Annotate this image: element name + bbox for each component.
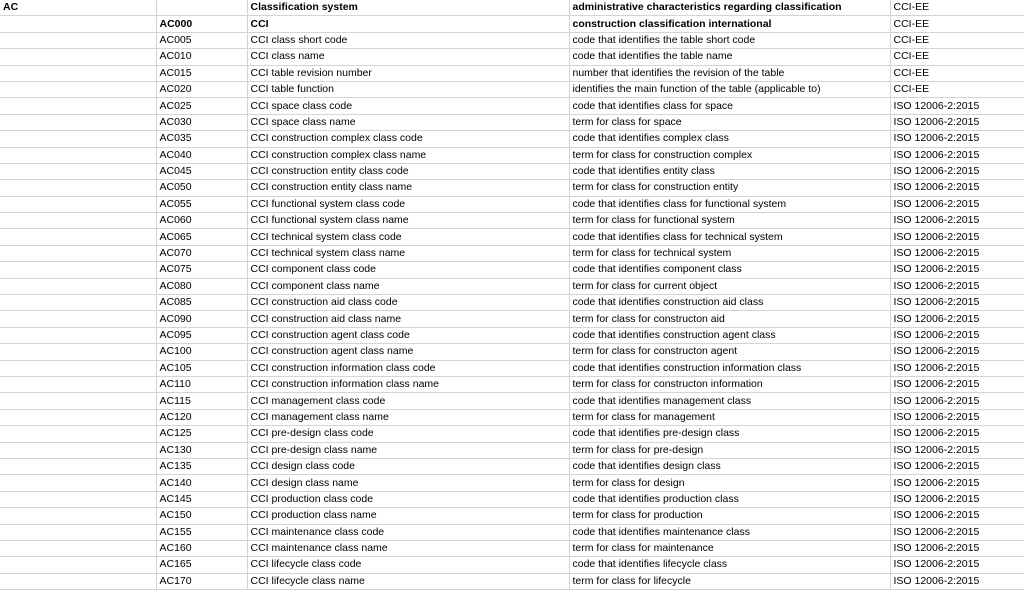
- name-cell[interactable]: CCI construction information class name: [247, 376, 569, 392]
- description-cell[interactable]: code that identifies the table name: [569, 49, 890, 65]
- table-row: [0, 376, 1024, 392]
- table-row: [0, 475, 1024, 491]
- name-cell[interactable]: CCI maintenance class name: [247, 540, 569, 556]
- table-row: [0, 491, 1024, 507]
- description-cell[interactable]: code that identifies the table short code: [569, 32, 890, 48]
- name-cell[interactable]: CCI production class code: [247, 491, 569, 507]
- name-cell[interactable]: CCI construction information class code: [247, 360, 569, 376]
- source-cell[interactable]: ISO 12006-2:2015: [890, 98, 1024, 114]
- description-cell[interactable]: identifies the main function of the table (applicable to): [569, 81, 890, 97]
- header-row: [0, 0, 1024, 16]
- empty-cell[interactable]: [0, 278, 156, 294]
- empty-cell[interactable]: [0, 409, 156, 425]
- name-cell[interactable]: CCI management class code: [247, 393, 569, 409]
- table-row: [0, 278, 1024, 294]
- name-cell[interactable]: CCI production class name: [247, 508, 569, 524]
- name-cell[interactable]: CCI component class code: [247, 262, 569, 278]
- table-row: [0, 163, 1024, 179]
- empty-cell[interactable]: [0, 65, 156, 81]
- header-cell-empty[interactable]: [156, 0, 247, 16]
- source-cell[interactable]: ISO 12006-2:2015: [890, 458, 1024, 474]
- code-cell[interactable]: AC115: [156, 393, 247, 409]
- source-cell[interactable]: ISO 12006-2:2015: [890, 180, 1024, 196]
- name-cell[interactable]: CCI management class name: [247, 409, 569, 425]
- empty-cell[interactable]: [0, 458, 156, 474]
- table-row: [0, 114, 1024, 130]
- empty-cell[interactable]: [0, 32, 156, 48]
- source-cell[interactable]: ISO 12006-2:2015: [890, 245, 1024, 261]
- description-cell[interactable]: code that identifies pre-design class: [569, 426, 890, 442]
- empty-cell[interactable]: [0, 442, 156, 458]
- table-row: [0, 81, 1024, 97]
- table-row: [0, 65, 1024, 81]
- empty-cell[interactable]: [0, 131, 156, 147]
- empty-cell[interactable]: [0, 393, 156, 409]
- name-cell[interactable]: CCI table function: [247, 81, 569, 97]
- code-cell[interactable]: AC100: [156, 344, 247, 360]
- source-cell[interactable]: ISO 12006-2:2015: [890, 524, 1024, 540]
- source-cell[interactable]: ISO 12006-2:2015: [890, 376, 1024, 392]
- source-cell[interactable]: ISO 12006-2:2015: [890, 196, 1024, 212]
- description-cell[interactable]: code that identifies component class: [569, 262, 890, 278]
- table-row: [0, 409, 1024, 425]
- source-cell[interactable]: ISO 12006-2:2015: [890, 213, 1024, 229]
- description-cell[interactable]: code that identifies construction aid class: [569, 295, 890, 311]
- code-cell[interactable]: AC085: [156, 295, 247, 311]
- table-row: [0, 262, 1024, 278]
- source-cell[interactable]: ISO 12006-2:2015: [890, 426, 1024, 442]
- description-cell[interactable]: code that identifies production class: [569, 491, 890, 507]
- empty-cell[interactable]: [0, 426, 156, 442]
- code-cell[interactable]: AC030: [156, 114, 247, 130]
- name-cell[interactable]: CCI space class code: [247, 98, 569, 114]
- table-row: [0, 295, 1024, 311]
- empty-cell[interactable]: [0, 491, 156, 507]
- source-cell[interactable]: ISO 12006-2:2015: [890, 557, 1024, 573]
- empty-cell[interactable]: [0, 213, 156, 229]
- name-cell[interactable]: CCI construction agent class code: [247, 327, 569, 343]
- description-cell[interactable]: term for class for functional system: [569, 213, 890, 229]
- table-row: [0, 360, 1024, 376]
- name-cell[interactable]: CCI: [247, 16, 569, 32]
- empty-cell[interactable]: [0, 344, 156, 360]
- source-cell[interactable]: ISO 12006-2:2015: [890, 278, 1024, 294]
- source-cell[interactable]: ISO 12006-2:2015: [890, 163, 1024, 179]
- source-cell[interactable]: ISO 12006-2:2015: [890, 360, 1024, 376]
- name-cell[interactable]: CCI maintenance class code: [247, 524, 569, 540]
- source-cell[interactable]: ISO 12006-2:2015: [890, 344, 1024, 360]
- name-cell[interactable]: CCI class short code: [247, 32, 569, 48]
- description-cell[interactable]: code that identifies design class: [569, 458, 890, 474]
- name-cell[interactable]: CCI class name: [247, 49, 569, 65]
- empty-cell[interactable]: [0, 540, 156, 556]
- table-row: [0, 557, 1024, 573]
- name-cell[interactable]: CCI technical system class name: [247, 245, 569, 261]
- table-row: [0, 540, 1024, 556]
- description-cell[interactable]: code that identifies lifecycle class: [569, 557, 890, 573]
- empty-cell[interactable]: [0, 327, 156, 343]
- empty-cell[interactable]: [0, 147, 156, 163]
- empty-cell[interactable]: [0, 475, 156, 491]
- code-cell[interactable]: AC130: [156, 442, 247, 458]
- description-cell[interactable]: term for class for construction entity: [569, 180, 890, 196]
- table-row: [0, 573, 1024, 589]
- name-cell[interactable]: CCI design class code: [247, 458, 569, 474]
- name-cell[interactable]: CCI component class name: [247, 278, 569, 294]
- code-cell[interactable]: AC160: [156, 540, 247, 556]
- description-cell[interactable]: code that identifies entity class: [569, 163, 890, 179]
- empty-cell[interactable]: [0, 376, 156, 392]
- code-cell[interactable]: AC065: [156, 229, 247, 245]
- table-row: [0, 98, 1024, 114]
- source-cell[interactable]: CCI-EE: [890, 32, 1024, 48]
- source-cell[interactable]: ISO 12006-2:2015: [890, 229, 1024, 245]
- empty-cell[interactable]: [0, 98, 156, 114]
- source-cell[interactable]: ISO 12006-2:2015: [890, 147, 1024, 163]
- code-cell[interactable]: AC105: [156, 360, 247, 376]
- code-cell[interactable]: AC110: [156, 376, 247, 392]
- description-cell[interactable]: term for class for design: [569, 475, 890, 491]
- name-cell[interactable]: CCI space class name: [247, 114, 569, 130]
- name-cell[interactable]: CCI lifecycle class name: [247, 573, 569, 589]
- code-cell[interactable]: AC000: [156, 16, 247, 32]
- empty-cell[interactable]: [0, 196, 156, 212]
- name-cell[interactable]: CCI construction aid class code: [247, 295, 569, 311]
- description-cell[interactable]: code that identifies class for space: [569, 98, 890, 114]
- empty-cell[interactable]: [0, 49, 156, 65]
- source-cell[interactable]: CCI-EE: [890, 81, 1024, 97]
- name-cell[interactable]: CCI construction complex class name: [247, 147, 569, 163]
- description-cell[interactable]: construction classification international: [569, 16, 890, 32]
- description-cell[interactable]: term for class for production: [569, 508, 890, 524]
- source-cell[interactable]: ISO 12006-2:2015: [890, 114, 1024, 130]
- source-cell[interactable]: ISO 12006-2:2015: [890, 508, 1024, 524]
- empty-cell[interactable]: [0, 81, 156, 97]
- name-cell[interactable]: CCI pre-design class name: [247, 442, 569, 458]
- empty-cell[interactable]: [0, 114, 156, 130]
- description-cell[interactable]: code that identifies construction information class: [569, 360, 890, 376]
- empty-cell[interactable]: [0, 573, 156, 589]
- description-cell[interactable]: number that identifies the revision of the table: [569, 65, 890, 81]
- name-cell[interactable]: CCI functional system class name: [247, 213, 569, 229]
- empty-cell[interactable]: [0, 180, 156, 196]
- code-cell[interactable]: AC120: [156, 409, 247, 425]
- description-cell[interactable]: term for class for constructon aid: [569, 311, 890, 327]
- code-cell[interactable]: AC035: [156, 131, 247, 147]
- code-cell[interactable]: AC040: [156, 147, 247, 163]
- table-row: [0, 458, 1024, 474]
- code-cell[interactable]: AC140: [156, 475, 247, 491]
- table-row: [0, 245, 1024, 261]
- code-cell[interactable]: AC165: [156, 557, 247, 573]
- empty-cell[interactable]: [0, 311, 156, 327]
- description-cell[interactable]: term for class for maintenance: [569, 540, 890, 556]
- code-cell[interactable]: AC020: [156, 81, 247, 97]
- source-cell[interactable]: ISO 12006-2:2015: [890, 393, 1024, 409]
- code-cell[interactable]: AC015: [156, 65, 247, 81]
- header-cell-ac[interactable]: AC: [0, 0, 156, 16]
- code-cell[interactable]: AC075: [156, 262, 247, 278]
- source-cell[interactable]: ISO 12006-2:2015: [890, 409, 1024, 425]
- name-cell[interactable]: CCI technical system class code: [247, 229, 569, 245]
- table-row: [0, 196, 1024, 212]
- table-row: [0, 229, 1024, 245]
- table-row: [0, 16, 1024, 32]
- name-cell[interactable]: CCI construction entity class name: [247, 180, 569, 196]
- table-row: [0, 393, 1024, 409]
- source-cell[interactable]: ISO 12006-2:2015: [890, 262, 1024, 278]
- table-row: [0, 344, 1024, 360]
- source-cell[interactable]: ISO 12006-2:2015: [890, 573, 1024, 589]
- source-cell[interactable]: CCI-EE: [890, 65, 1024, 81]
- name-cell[interactable]: CCI pre-design class code: [247, 426, 569, 442]
- empty-cell[interactable]: [0, 557, 156, 573]
- code-cell[interactable]: AC095: [156, 327, 247, 343]
- code-cell[interactable]: AC070: [156, 245, 247, 261]
- code-cell[interactable]: AC125: [156, 426, 247, 442]
- name-cell[interactable]: CCI functional system class code: [247, 196, 569, 212]
- code-cell[interactable]: AC045: [156, 163, 247, 179]
- description-cell[interactable]: term for class for current object: [569, 278, 890, 294]
- header-cell-source[interactable]: CCI-EE: [890, 0, 1024, 16]
- table-row: [0, 508, 1024, 524]
- source-cell[interactable]: CCI-EE: [890, 49, 1024, 65]
- description-cell[interactable]: term for class for constructon information: [569, 376, 890, 392]
- name-cell[interactable]: CCI lifecycle class code: [247, 557, 569, 573]
- source-cell[interactable]: ISO 12006-2:2015: [890, 295, 1024, 311]
- code-cell[interactable]: AC055: [156, 196, 247, 212]
- code-cell[interactable]: AC150: [156, 508, 247, 524]
- empty-cell[interactable]: [0, 245, 156, 261]
- description-cell[interactable]: code that identifies class for functional system: [569, 196, 890, 212]
- description-cell[interactable]: term for class for management: [569, 409, 890, 425]
- table-row: [0, 147, 1024, 163]
- empty-cell[interactable]: [0, 262, 156, 278]
- description-cell[interactable]: term for class for technical system: [569, 245, 890, 261]
- header-cell-classification-system[interactable]: Classification system: [247, 0, 569, 16]
- code-cell[interactable]: AC155: [156, 524, 247, 540]
- code-cell[interactable]: AC090: [156, 311, 247, 327]
- description-cell[interactable]: code that identifies maintenance class: [569, 524, 890, 540]
- code-cell[interactable]: AC010: [156, 49, 247, 65]
- name-cell[interactable]: CCI construction aid class name: [247, 311, 569, 327]
- description-cell[interactable]: code that identifies complex class: [569, 131, 890, 147]
- table-row: [0, 180, 1024, 196]
- name-cell[interactable]: CCI construction agent class name: [247, 344, 569, 360]
- table-row: [0, 311, 1024, 327]
- empty-cell[interactable]: [0, 524, 156, 540]
- source-cell[interactable]: CCI-EE: [890, 16, 1024, 32]
- name-cell[interactable]: CCI construction complex class code: [247, 131, 569, 147]
- name-cell[interactable]: CCI table revision number: [247, 65, 569, 81]
- description-cell[interactable]: term for class for space: [569, 114, 890, 130]
- description-cell[interactable]: term for class for constructon agent: [569, 344, 890, 360]
- table-row: [0, 32, 1024, 48]
- code-cell[interactable]: AC050: [156, 180, 247, 196]
- code-cell[interactable]: AC080: [156, 278, 247, 294]
- empty-cell[interactable]: [0, 16, 156, 32]
- code-cell[interactable]: AC170: [156, 573, 247, 589]
- empty-cell[interactable]: [0, 229, 156, 245]
- source-cell[interactable]: ISO 12006-2:2015: [890, 131, 1024, 147]
- source-cell[interactable]: ISO 12006-2:2015: [890, 442, 1024, 458]
- header-cell-administrative-characteristics[interactable]: administrative characteristics regarding classification: [569, 0, 890, 16]
- source-cell[interactable]: ISO 12006-2:2015: [890, 327, 1024, 343]
- empty-cell[interactable]: [0, 508, 156, 524]
- description-cell[interactable]: code that identifies class for technical system: [569, 229, 890, 245]
- table-row: [0, 49, 1024, 65]
- table-row: [0, 524, 1024, 540]
- description-cell[interactable]: term for class for pre-design: [569, 442, 890, 458]
- code-cell[interactable]: AC025: [156, 98, 247, 114]
- code-cell[interactable]: AC005: [156, 32, 247, 48]
- table-row: [0, 426, 1024, 442]
- code-cell[interactable]: AC060: [156, 213, 247, 229]
- empty-cell[interactable]: [0, 360, 156, 376]
- description-cell[interactable]: code that identifies construction agent class: [569, 327, 890, 343]
- name-cell[interactable]: CCI construction entity class code: [247, 163, 569, 179]
- code-cell[interactable]: AC145: [156, 491, 247, 507]
- name-cell[interactable]: CCI design class name: [247, 475, 569, 491]
- empty-cell[interactable]: [0, 163, 156, 179]
- table-row: [0, 327, 1024, 343]
- source-cell[interactable]: ISO 12006-2:2015: [890, 475, 1024, 491]
- table-row: [0, 131, 1024, 147]
- source-cell[interactable]: ISO 12006-2:2015: [890, 311, 1024, 327]
- description-cell[interactable]: term for class for construction complex: [569, 147, 890, 163]
- empty-cell[interactable]: [0, 295, 156, 311]
- description-cell[interactable]: term for class for lifecycle: [569, 573, 890, 589]
- table-row: [0, 213, 1024, 229]
- description-cell[interactable]: code that identifies management class: [569, 393, 890, 409]
- code-cell[interactable]: AC135: [156, 458, 247, 474]
- table-row: [0, 442, 1024, 458]
- source-cell[interactable]: ISO 12006-2:2015: [890, 491, 1024, 507]
- source-cell[interactable]: ISO 12006-2:2015: [890, 540, 1024, 556]
